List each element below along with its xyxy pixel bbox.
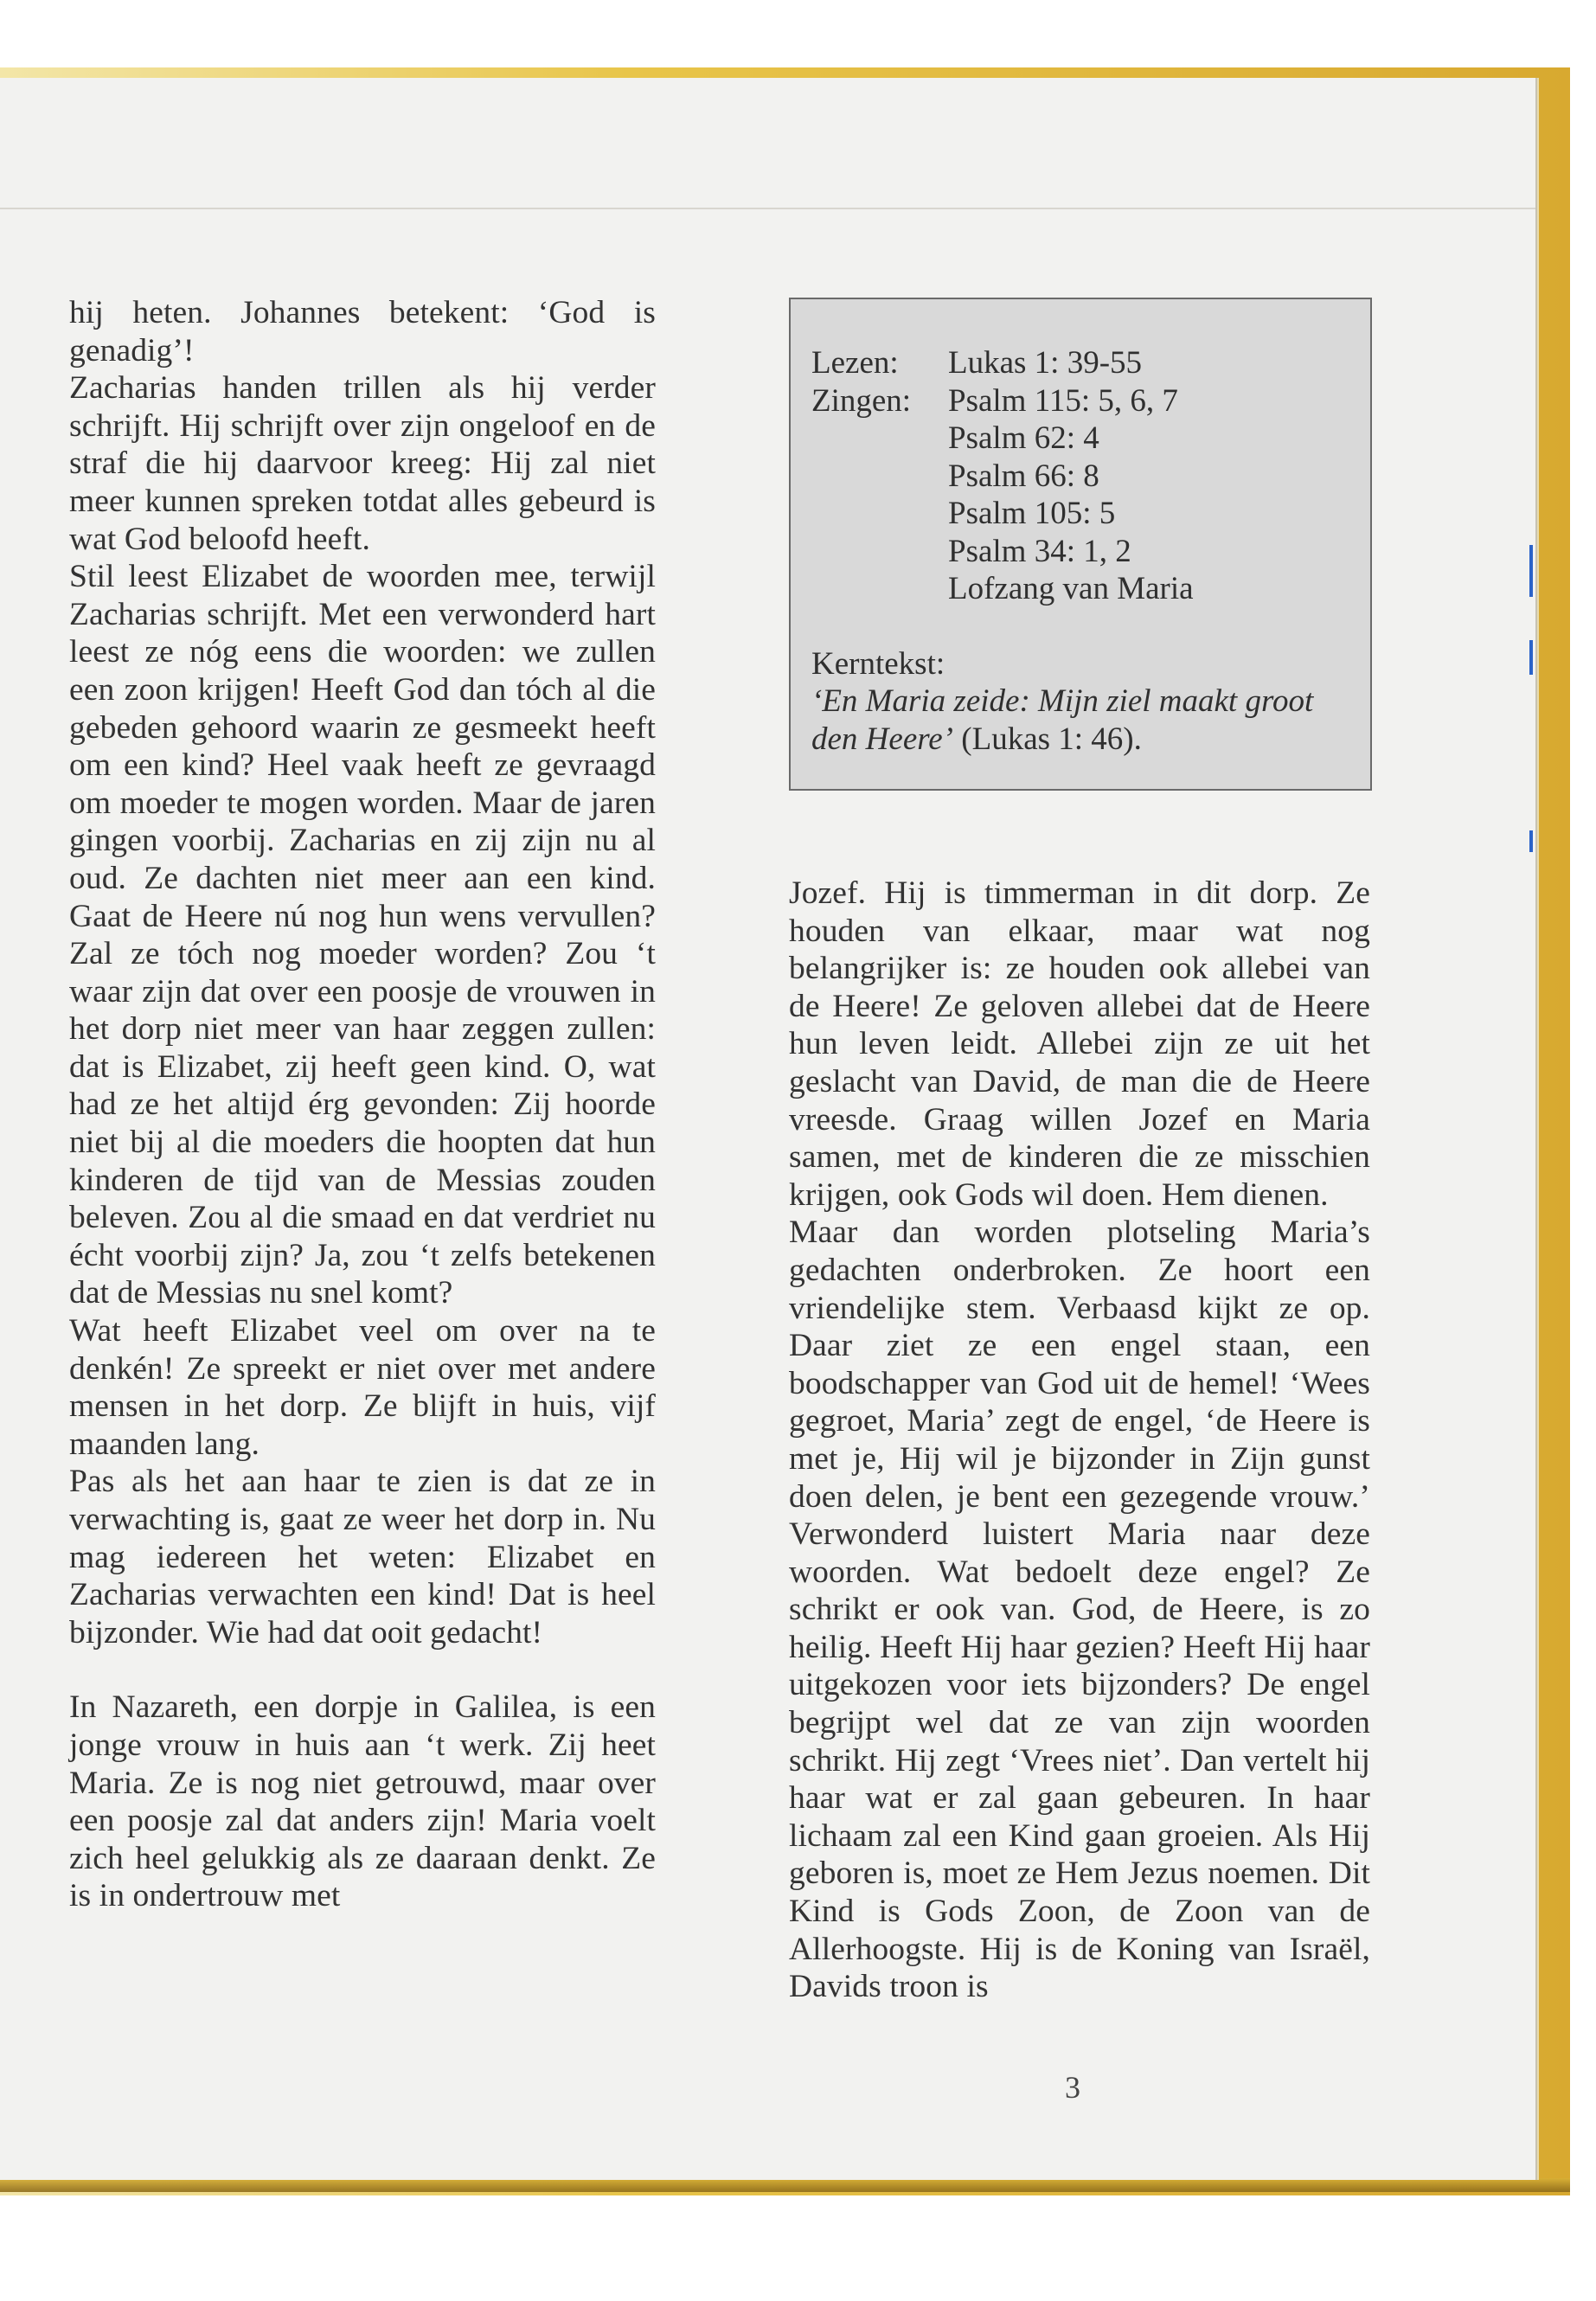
paragraph: Maar dan worden plotseling Maria’s gedachten onderbroken. Ze hoort een vriendelijke stem. Verbaasd kijkt ze op. Daar ziet ze een engel staan, een boodschapper van God uit de hemel! ‘Wees gegroet, Maria’ zegt de engel, ‘de Heere is met je, Hij wil je bijzonder in Zijn gunst doen delen, je bent een gezegende vrouw.’ Verwonderd luistert Maria naar deze woorden. Wat bedoelt deze engel? Ze schrikt er ook van. God, de Heere, is zo heilig. Heeft Hij haar gezien? Heeft Hij haar uitgekozen voor iets bijzonders? De engel begrijpt wel dat ze van zijn woorden schrikt. Hij zegt ‘Vrees niet’. Dan vertelt hij haar wat er zal gaan gebeuren. In haar lichaam zal een Kind gaan groeien. Als Hij geboren is, moet ze Hem Jezus noemen. Dit Kind is Gods Zoon, de Zoon van de Allerhoogste. Hij is de Koning van Israël, Davids troon is <box>789 1215 1370 2005</box>
kerntekst-label: Kerntekst: <box>811 645 945 682</box>
page-number: 3 <box>1065 2070 1080 2105</box>
reading-row-zingen <box>811 382 1349 608</box>
kerntekst-quote <box>811 683 1349 758</box>
reading-schedule-box <box>789 298 1372 791</box>
paragraph: In Nazareth, een dorpje in Galilea, is een jonge vrouw in huis aan ‘t werk. Zij heet Maria. Ze is nog niet getrouwd, maar over een poosje zal dat anders zijn! Maria voelt zich heel gelukkig als ze daaraan denkt. Ze is in ondertrouw met <box>69 1689 656 1914</box>
lezen-label: Lezen: <box>811 345 899 381</box>
zingen-item: Psalm 105: 5 <box>948 496 1116 531</box>
paragraph: Jozef. Hij is timmerman in dit dorp. Ze houden van elkaar, maar wat nog belangrijker is: ze houden ook allebei van de Heere! Ze geloven allebei dat de Heere hun leven leidt. Allebei zijn ze uit het geslacht van David, de man die de Heere vreesde. Graag willen Jozef en Maria samen, met de kinderen die ze misschien krijgen, ook Gods wil doen. Hem dienen. <box>789 875 1370 1213</box>
blue-edge-mark <box>1529 830 1533 852</box>
paragraph: hij heten. Johannes betekent: ‘God is genadig’! <box>69 295 656 369</box>
zingen-item: Psalm 115: 5, 6, 7 <box>948 382 1178 419</box>
reading-row-lezen <box>811 344 1349 382</box>
zingen-list <box>948 382 1349 608</box>
kerntekst-quote-text: ‘En Maria zeide: Mijn ziel maakt groot den Heere’ <box>811 683 1314 757</box>
blue-edge-mark <box>1529 545 1533 597</box>
paragraph: Zacharias handen trillen als hij verder schrijft. Hij schrijft over zijn ongeloof en de straf die hij daarvoor kreeg: Hij zal niet meer kunnen spreken totdat alles gebeurd is wat God beloofd heeft. <box>69 370 656 557</box>
lezen-value: Lukas 1: 39-55 <box>948 345 1143 381</box>
book-cover-bottom-edge <box>0 2178 1570 2192</box>
blue-edge-mark <box>1529 640 1533 675</box>
zingen-item: Lofzang van Maria <box>948 571 1194 606</box>
paragraph: Pas als het aan haar te zien is dat ze in verwachting is, gaat ze weer het dorp in. Nu mag iedereen het weten: Elizabet en Zacharias verwachten een kind! Dat is heel bijzonder. Wie had dat ooit gedacht! <box>69 1464 656 1650</box>
left-text-column <box>69 294 656 1915</box>
paragraph: Stil leest Elizabet de woorden mee, terwijl Zacharias schrijft. Met een verwonderd hart leest ze nóg eens die woorden: we zullen een zoon krijgen! Heeft God dan tóch al die gebeden gehoord waarin ze gesmeekt heeft om een kind? Heel vaak heeft ze gevraagd om moeder te mogen worden. Maar de jaren gingen voorbij. Zacharias en zij zijn nu al oud. Ze dachten niet meer aan een kind. Gaat de Heere nú nog hun wens vervullen? Zal ze tóch nog moeder worden? Zou ‘t waar zijn dat over een poosje de vrouwen in het dorp niet meer van haar zeggen zullen: dat is Elizabet, zij heeft geen kind. O, wat had ze het altijd érg gevonden: Zij hoorde niet bij al die moeders die hoopten dat hun kinderen de tijd van de Messias zouden beleven. Zou al die smaad en dat verdriet nu écht voorbij zijn? Ja, zou ‘t zelfs betekenen dat de Messias nu snel komt? <box>69 559 656 1311</box>
zingen-label: Zingen: <box>811 382 912 419</box>
paragraph: Wat heeft Elizabet veel om over na te denkén! Ze spreekt er niet over met andere mensen in het dorp. Ze blijft in huis, vijf maanden lang. <box>69 1313 656 1462</box>
zingen-item: Psalm 66: 8 <box>948 458 1099 494</box>
kerntekst-reference: (Lukas 1: 46). <box>953 721 1142 757</box>
zingen-item: Psalm 34: 1, 2 <box>948 533 1131 569</box>
zingen-item: Psalm 62: 4 <box>948 420 1099 456</box>
right-text-column <box>789 875 1370 2006</box>
page-top-line <box>0 208 1535 209</box>
